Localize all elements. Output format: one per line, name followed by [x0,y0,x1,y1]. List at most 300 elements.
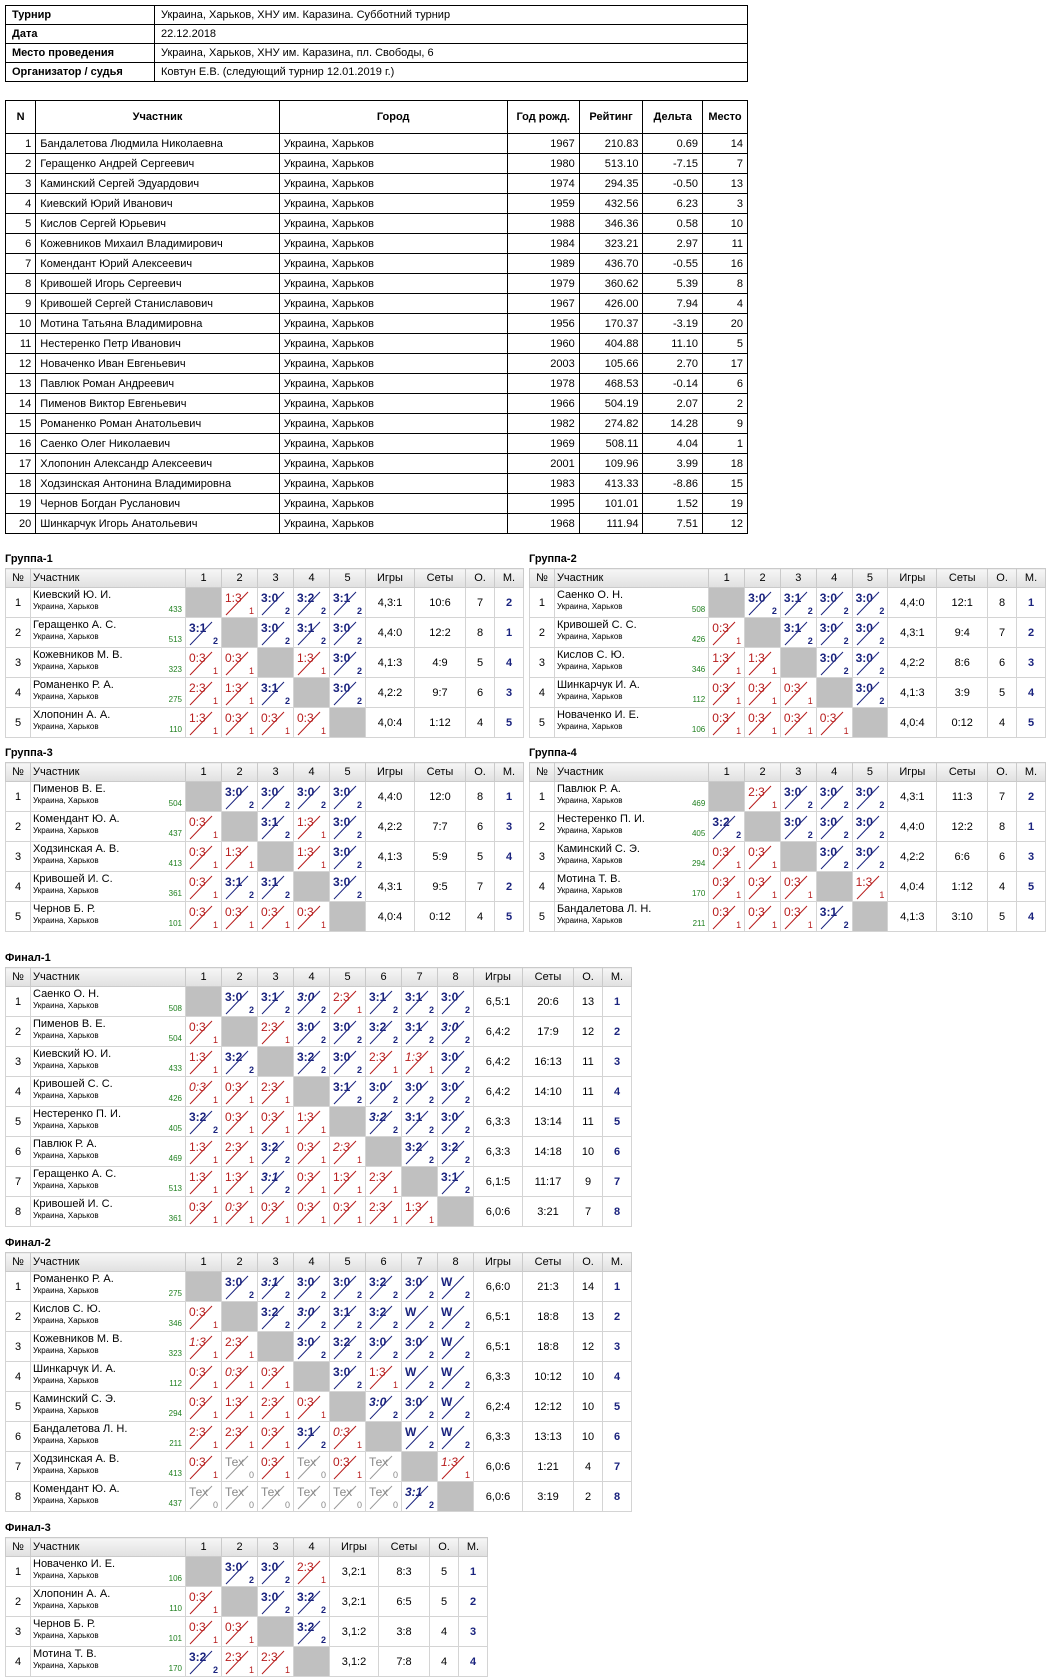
match-result-cell[interactable] [816,588,852,618]
match-result-cell[interactable] [294,1332,330,1362]
match-result-cell[interactable] [816,648,852,678]
match-result-cell[interactable] [258,1452,294,1482]
participant-name[interactable]: Пименов В. Е. [33,1018,106,1030]
participant-name[interactable]: Комендант Ю. А. [33,1483,120,1495]
match-result-cell[interactable] [745,588,781,618]
match-result-cell[interactable] [258,678,294,708]
participant-name[interactable]: Кривошей И. С. [33,873,113,885]
participant-name[interactable]: Киевский Ю. И. [33,1048,112,1060]
match-result-cell[interactable] [330,1272,366,1302]
match-result-cell[interactable] [438,1302,474,1332]
match-result-cell[interactable] [816,782,852,812]
match-result-cell[interactable] [186,1362,222,1392]
match-points: 0 [356,1500,362,1510]
match-result-cell[interactable] [222,987,258,1017]
player-cell: 10 [6,314,36,334]
match-result-cell[interactable] [330,1452,366,1482]
match-result-cell[interactable] [186,1107,222,1137]
match-result-cell[interactable] [222,1197,258,1227]
player-cell: 9 [6,294,36,314]
match-result-cell[interactable] [222,1137,258,1167]
match-points: 1 [284,1095,290,1105]
match-result-cell[interactable] [222,1452,258,1482]
match-result-cell[interactable] [186,1197,222,1227]
rt-place: 7 [603,1452,632,1482]
match-result-cell[interactable] [222,1422,258,1452]
match-result-cell[interactable] [780,678,816,708]
rt-diagonal-cell [780,842,816,872]
match-result-cell[interactable] [330,1302,366,1332]
match-result-cell[interactable] [258,1362,294,1392]
participant-name[interactable]: Кривошей С. С. [33,1078,113,1090]
match-result-cell[interactable] [709,618,745,648]
participant-name[interactable]: Кислов С. Ю. [556,649,625,661]
match-result-cell[interactable] [402,1362,438,1392]
match-result-cell[interactable] [366,1482,402,1512]
participant-name[interactable]: Нестеренко П. И. [33,1108,121,1120]
match-result-cell[interactable] [366,1362,402,1392]
match-result-cell[interactable] [330,1077,366,1107]
match-result-cell[interactable] [294,987,330,1017]
match-result-cell[interactable] [852,618,888,648]
match-result-cell[interactable] [330,1482,366,1512]
match-result-cell[interactable] [709,708,745,738]
match-result-cell[interactable] [366,1392,402,1422]
match-result-cell[interactable] [258,987,294,1017]
match-result-cell[interactable] [780,872,816,902]
match-points: 2 [356,1380,362,1390]
match-result-cell[interactable] [366,1197,402,1227]
participant-name[interactable]: Кислов С. Ю. [33,1303,101,1315]
match-result-cell[interactable] [852,782,888,812]
match-result-cell[interactable] [222,708,258,738]
match-result-cell[interactable] [330,1017,366,1047]
match-result-cell[interactable] [258,708,294,738]
rt-participant [31,678,186,708]
match-points: 2 [843,636,849,646]
match-result-cell[interactable] [402,1077,438,1107]
match-result-cell[interactable] [294,812,330,842]
match-result-cell[interactable] [258,1392,294,1422]
match-result-cell[interactable] [745,708,781,738]
participant-name[interactable]: Кривошей С. С. [556,619,637,631]
match-result-cell[interactable] [294,1017,330,1047]
match-result-cell[interactable] [294,1137,330,1167]
match-result-cell[interactable] [438,1392,474,1422]
match-result-cell[interactable] [816,812,852,842]
match-result-cell[interactable] [258,588,294,618]
participant-name[interactable]: Геращенко А. С. [33,1168,117,1180]
match-result-cell[interactable] [438,1137,474,1167]
match-result-cell[interactable] [258,1272,294,1302]
match-result-cell[interactable] [366,1332,402,1362]
participant-name[interactable]: Саенко О. Н. [33,988,100,1000]
participant-name[interactable]: Бандалетова Л. Н. [556,903,652,915]
match-result-cell[interactable] [852,678,888,708]
match-result-cell[interactable] [222,1272,258,1302]
rt-header-n: № [6,1253,31,1272]
match-result-cell[interactable] [402,1422,438,1452]
match-result-cell[interactable] [258,618,294,648]
match-result-cell[interactable] [330,1332,366,1362]
match-result-cell[interactable] [745,842,781,872]
participant-name[interactable]: Новаченко И. Е. [33,1558,116,1570]
match-result-cell[interactable] [330,1047,366,1077]
player-row [6,214,748,234]
match-result-cell[interactable] [222,588,258,618]
match-result-cell[interactable] [222,1107,258,1137]
match-result-cell[interactable] [222,842,258,872]
rt-sets: 21:3 [523,1272,574,1302]
match-result-cell[interactable] [330,1167,366,1197]
match-result-cell[interactable] [258,1167,294,1197]
participant-name[interactable]: Хлопонин А. А. [33,1588,111,1600]
match-result-cell[interactable] [852,812,888,842]
match-result-cell[interactable] [402,1332,438,1362]
match-result-cell[interactable] [186,1587,222,1617]
match-result-cell[interactable] [258,1482,294,1512]
match-score: 0:3 [783,875,801,889]
match-result-cell[interactable] [294,1047,330,1077]
match-points: 1 [320,860,326,870]
rt-header-points: О. [574,968,603,987]
match-result-cell[interactable] [222,1077,258,1107]
match-result-cell[interactable] [402,1197,438,1227]
participant-name[interactable]: Каминский С. Э. [33,1393,116,1405]
participant-name[interactable]: Романенко Р. А. [33,1273,114,1285]
rt-row-number: 3 [530,842,555,872]
participant-name[interactable]: Мотина Т. В. [556,873,621,885]
match-result-cell[interactable] [294,1167,330,1197]
match-result-cell[interactable] [402,1047,438,1077]
participant-name[interactable]: Шинкарчук И. А. [556,679,640,691]
match-result-cell[interactable] [222,1047,258,1077]
match-result-cell[interactable] [186,1422,222,1452]
match-points: 0 [392,1500,398,1510]
rt-participant [31,812,186,842]
match-result-cell[interactable] [780,812,816,842]
participant-name[interactable]: Пименов В. Е. [33,783,106,795]
match-result-cell[interactable] [438,987,474,1017]
match-points: 2 [736,830,742,840]
match-result-cell[interactable] [780,708,816,738]
match-result-cell[interactable] [294,1452,330,1482]
participant-name[interactable]: Романенко Р. А. [33,679,114,691]
match-result-cell[interactable] [745,648,781,678]
participant-name[interactable]: Каминский С. Э. [556,843,640,855]
match-result-cell[interactable] [780,902,816,932]
match-result-cell[interactable] [222,1617,258,1647]
match-score: 3:0 [819,785,838,799]
match-result-cell[interactable] [258,812,294,842]
match-result-cell[interactable] [258,782,294,812]
match-result-cell[interactable] [294,1272,330,1302]
match-result-cell[interactable] [330,812,366,842]
match-result-cell[interactable] [186,842,222,872]
participant-name[interactable]: Мотина Т. В. [33,1648,97,1660]
player-cell: 13 [703,174,748,194]
rt-header-games: Игры [366,763,415,782]
match-result-cell[interactable] [330,987,366,1017]
match-result-cell[interactable] [745,902,781,932]
match-result-cell[interactable] [186,618,222,648]
match-result-cell[interactable] [258,872,294,902]
match-points: 2 [843,606,849,616]
match-result-cell[interactable] [330,782,366,812]
match-result-cell[interactable] [852,842,888,872]
match-result-cell[interactable] [330,1362,366,1392]
match-result-cell[interactable] [330,842,366,872]
match-result-cell[interactable] [258,1137,294,1167]
match-result-cell[interactable] [402,1272,438,1302]
match-score: 0:3 [189,1305,206,1319]
match-result-cell[interactable] [186,902,222,932]
match-score: 3:2 [189,1650,207,1664]
match-result-cell[interactable] [709,648,745,678]
participant-name[interactable]: Павлюк Р. А. [33,1138,97,1150]
match-result-cell[interactable] [366,1272,402,1302]
match-result-cell[interactable] [186,1017,222,1047]
match-result-cell[interactable] [294,1557,330,1587]
match-points: 2 [464,1440,470,1450]
rt-diagonal-cell [816,678,852,708]
match-result-cell[interactable] [294,1197,330,1227]
participant-name[interactable]: Киевский Ю. И. [33,589,112,601]
participant-name[interactable]: Чернов Б. Р. [33,903,96,915]
participant-name[interactable]: Нестеренко П. И. [556,813,645,825]
match-result-cell[interactable] [438,1017,474,1047]
match-result-cell[interactable] [258,1197,294,1227]
match-result-cell[interactable] [294,708,330,738]
match-score: 3:0 [783,815,802,829]
match-result-cell[interactable] [780,618,816,648]
match-result-cell[interactable] [186,1047,222,1077]
match-result-cell[interactable] [330,678,366,708]
match-result-cell[interactable] [258,1077,294,1107]
participant-name[interactable]: Павлюк Р. А. [556,783,621,795]
participant-name[interactable]: Кожевников М. В. [33,1333,123,1345]
match-result-cell[interactable] [852,588,888,618]
match-result-cell[interactable] [186,1167,222,1197]
participant-rating: 346 [691,665,706,674]
match-result-cell[interactable] [402,1107,438,1137]
match-result-cell[interactable] [816,902,852,932]
match-result-cell[interactable] [186,708,222,738]
match-result-cell[interactable] [816,708,852,738]
participant-name[interactable]: Чернов Б. Р. [33,1618,96,1630]
match-result-cell[interactable] [186,1647,222,1677]
participant-name[interactable]: Комендант Ю. А. [33,813,120,825]
participant-name[interactable]: Кожевников М. В. [33,649,123,661]
participant-name[interactable]: Бандалетова Л. Н. [33,1423,128,1435]
match-result-cell[interactable] [186,1302,222,1332]
match-result-cell[interactable] [294,1422,330,1452]
player-cell: 7.51 [643,514,703,534]
match-result-cell[interactable] [780,782,816,812]
match-points: 0 [284,1500,290,1510]
match-result-cell[interactable] [438,1167,474,1197]
rt-sets: 6:5 [379,1587,430,1617]
match-result-cell[interactable] [745,678,781,708]
match-result-cell[interactable] [852,872,888,902]
player-cell: 210.83 [579,134,643,154]
match-result-cell[interactable] [222,1482,258,1512]
match-result-cell[interactable] [402,987,438,1017]
match-result-cell[interactable] [186,1392,222,1422]
match-score: 3:0 [405,1275,423,1289]
match-result-cell[interactable] [402,1392,438,1422]
rt-header-col: 4 [294,569,330,588]
match-result-cell[interactable] [222,678,258,708]
match-result-cell[interactable] [330,618,366,648]
rt-participant [31,1167,186,1197]
match-points: 0 [212,1500,218,1510]
match-result-cell[interactable] [222,1392,258,1422]
match-result-cell[interactable] [366,1077,402,1107]
participant-name[interactable]: Кривошей И. С. [33,1198,113,1210]
match-result-cell[interactable] [366,1167,402,1197]
match-result-cell[interactable] [330,1422,366,1452]
match-result-cell[interactable] [366,987,402,1017]
match-result-cell[interactable] [186,1617,222,1647]
match-result-cell[interactable] [222,902,258,932]
match-result-cell[interactable] [186,648,222,678]
participant-name[interactable]: Геращенко А. С. [33,619,117,631]
match-result-cell[interactable] [186,1482,222,1512]
match-result-cell[interactable] [816,842,852,872]
match-result-cell[interactable] [186,1077,222,1107]
match-result-cell[interactable] [330,588,366,618]
match-result-cell[interactable] [258,902,294,932]
match-result-cell[interactable] [330,872,366,902]
match-score: 3:1 [783,621,802,635]
match-result-cell[interactable] [222,648,258,678]
match-result-cell[interactable] [330,648,366,678]
match-points: 2 [284,1320,290,1330]
match-result-cell[interactable] [186,872,222,902]
match-result-cell[interactable] [438,1332,474,1362]
match-points: 2 [428,1155,434,1165]
match-result-cell[interactable] [222,1167,258,1197]
match-score: 3:0 [855,785,873,799]
match-result-cell[interactable] [709,872,745,902]
match-result-cell[interactable] [186,678,222,708]
player-cell: 111.94 [579,514,643,534]
match-result-cell[interactable] [222,782,258,812]
participant-name[interactable]: Новаченко И. Е. [556,709,640,721]
match-points: 1 [248,696,254,706]
match-result-cell[interactable] [745,782,781,812]
match-result-cell[interactable] [294,1617,330,1647]
match-result-cell[interactable] [366,1452,402,1482]
match-result-cell[interactable] [438,1047,474,1077]
match-result-cell[interactable] [258,1107,294,1137]
match-points: 2 [843,830,849,840]
match-result-cell[interactable] [402,1302,438,1332]
player-cell: 17 [703,354,748,374]
match-result-cell[interactable] [438,1422,474,1452]
match-result-cell[interactable] [258,1422,294,1452]
match-result-cell[interactable] [294,1392,330,1422]
match-result-cell[interactable] [294,782,330,812]
participant-name[interactable]: Ходзинская А. В. [33,1453,120,1465]
player-cell: 1956 [507,314,579,334]
match-result-cell[interactable] [294,1302,330,1332]
match-result-cell[interactable] [186,1332,222,1362]
match-result-cell[interactable] [438,1452,474,1482]
players-col-header: N [6,101,36,134]
match-result-cell[interactable] [294,588,330,618]
match-result-cell[interactable] [330,1197,366,1227]
match-result-cell[interactable] [186,812,222,842]
match-result-cell[interactable] [438,1077,474,1107]
match-score: 1:3 [225,845,242,859]
match-result-cell[interactable] [402,1137,438,1167]
match-result-cell[interactable] [258,1557,294,1587]
match-result-cell[interactable] [294,902,330,932]
match-result-cell[interactable] [709,902,745,932]
match-result-cell[interactable] [294,648,330,678]
match-result-cell[interactable] [222,1557,258,1587]
match-result-cell[interactable] [294,1482,330,1512]
participant-name[interactable]: Шинкарчук И. А. [33,1363,116,1375]
match-result-cell[interactable] [258,1647,294,1677]
match-result-cell[interactable] [258,1017,294,1047]
match-result-cell[interactable] [330,1137,366,1167]
rt-participant [31,1422,186,1452]
match-result-cell[interactable] [816,618,852,648]
match-result-cell[interactable] [780,588,816,618]
match-result-cell[interactable] [258,1587,294,1617]
match-result-cell[interactable] [222,1362,258,1392]
player-cell: 101.01 [579,494,643,514]
match-result-cell[interactable] [186,1452,222,1482]
match-score: W [441,1335,453,1349]
match-result-cell[interactable] [852,648,888,678]
match-result-cell[interactable] [222,872,258,902]
match-result-cell[interactable] [709,812,745,842]
match-result-cell[interactable] [402,1482,438,1512]
participant-city: Украина, Харьков [33,1496,99,1505]
section-title: Группа-1 [5,553,53,565]
match-result-cell[interactable] [366,1017,402,1047]
participant-name[interactable]: Хлопонин А. А. [33,709,111,721]
match-result-cell[interactable] [294,1107,330,1137]
match-result-cell[interactable] [402,1017,438,1047]
participant-name[interactable]: Ходзинская А. В. [33,843,120,855]
match-result-cell[interactable] [294,842,330,872]
match-result-cell[interactable] [294,1587,330,1617]
match-result-cell[interactable] [438,1362,474,1392]
match-result-cell[interactable] [222,1332,258,1362]
match-result-cell[interactable] [366,1302,402,1332]
match-score: 2:3 [261,1020,278,1034]
match-result-cell[interactable] [294,618,330,648]
match-result-cell[interactable] [366,1047,402,1077]
match-result-cell[interactable] [438,1107,474,1137]
match-result-cell[interactable] [366,1107,402,1137]
match-score: 3:0 [225,990,243,1004]
match-result-cell[interactable] [709,842,745,872]
match-result-cell[interactable] [745,872,781,902]
participant-name[interactable]: Саенко О. Н. [556,589,624,601]
match-result-cell[interactable] [258,1302,294,1332]
match-result-cell[interactable] [438,1272,474,1302]
match-result-cell[interactable] [222,1647,258,1677]
match-result-cell[interactable] [186,1137,222,1167]
match-points: 2 [212,1665,218,1675]
match-result-cell[interactable] [709,678,745,708]
